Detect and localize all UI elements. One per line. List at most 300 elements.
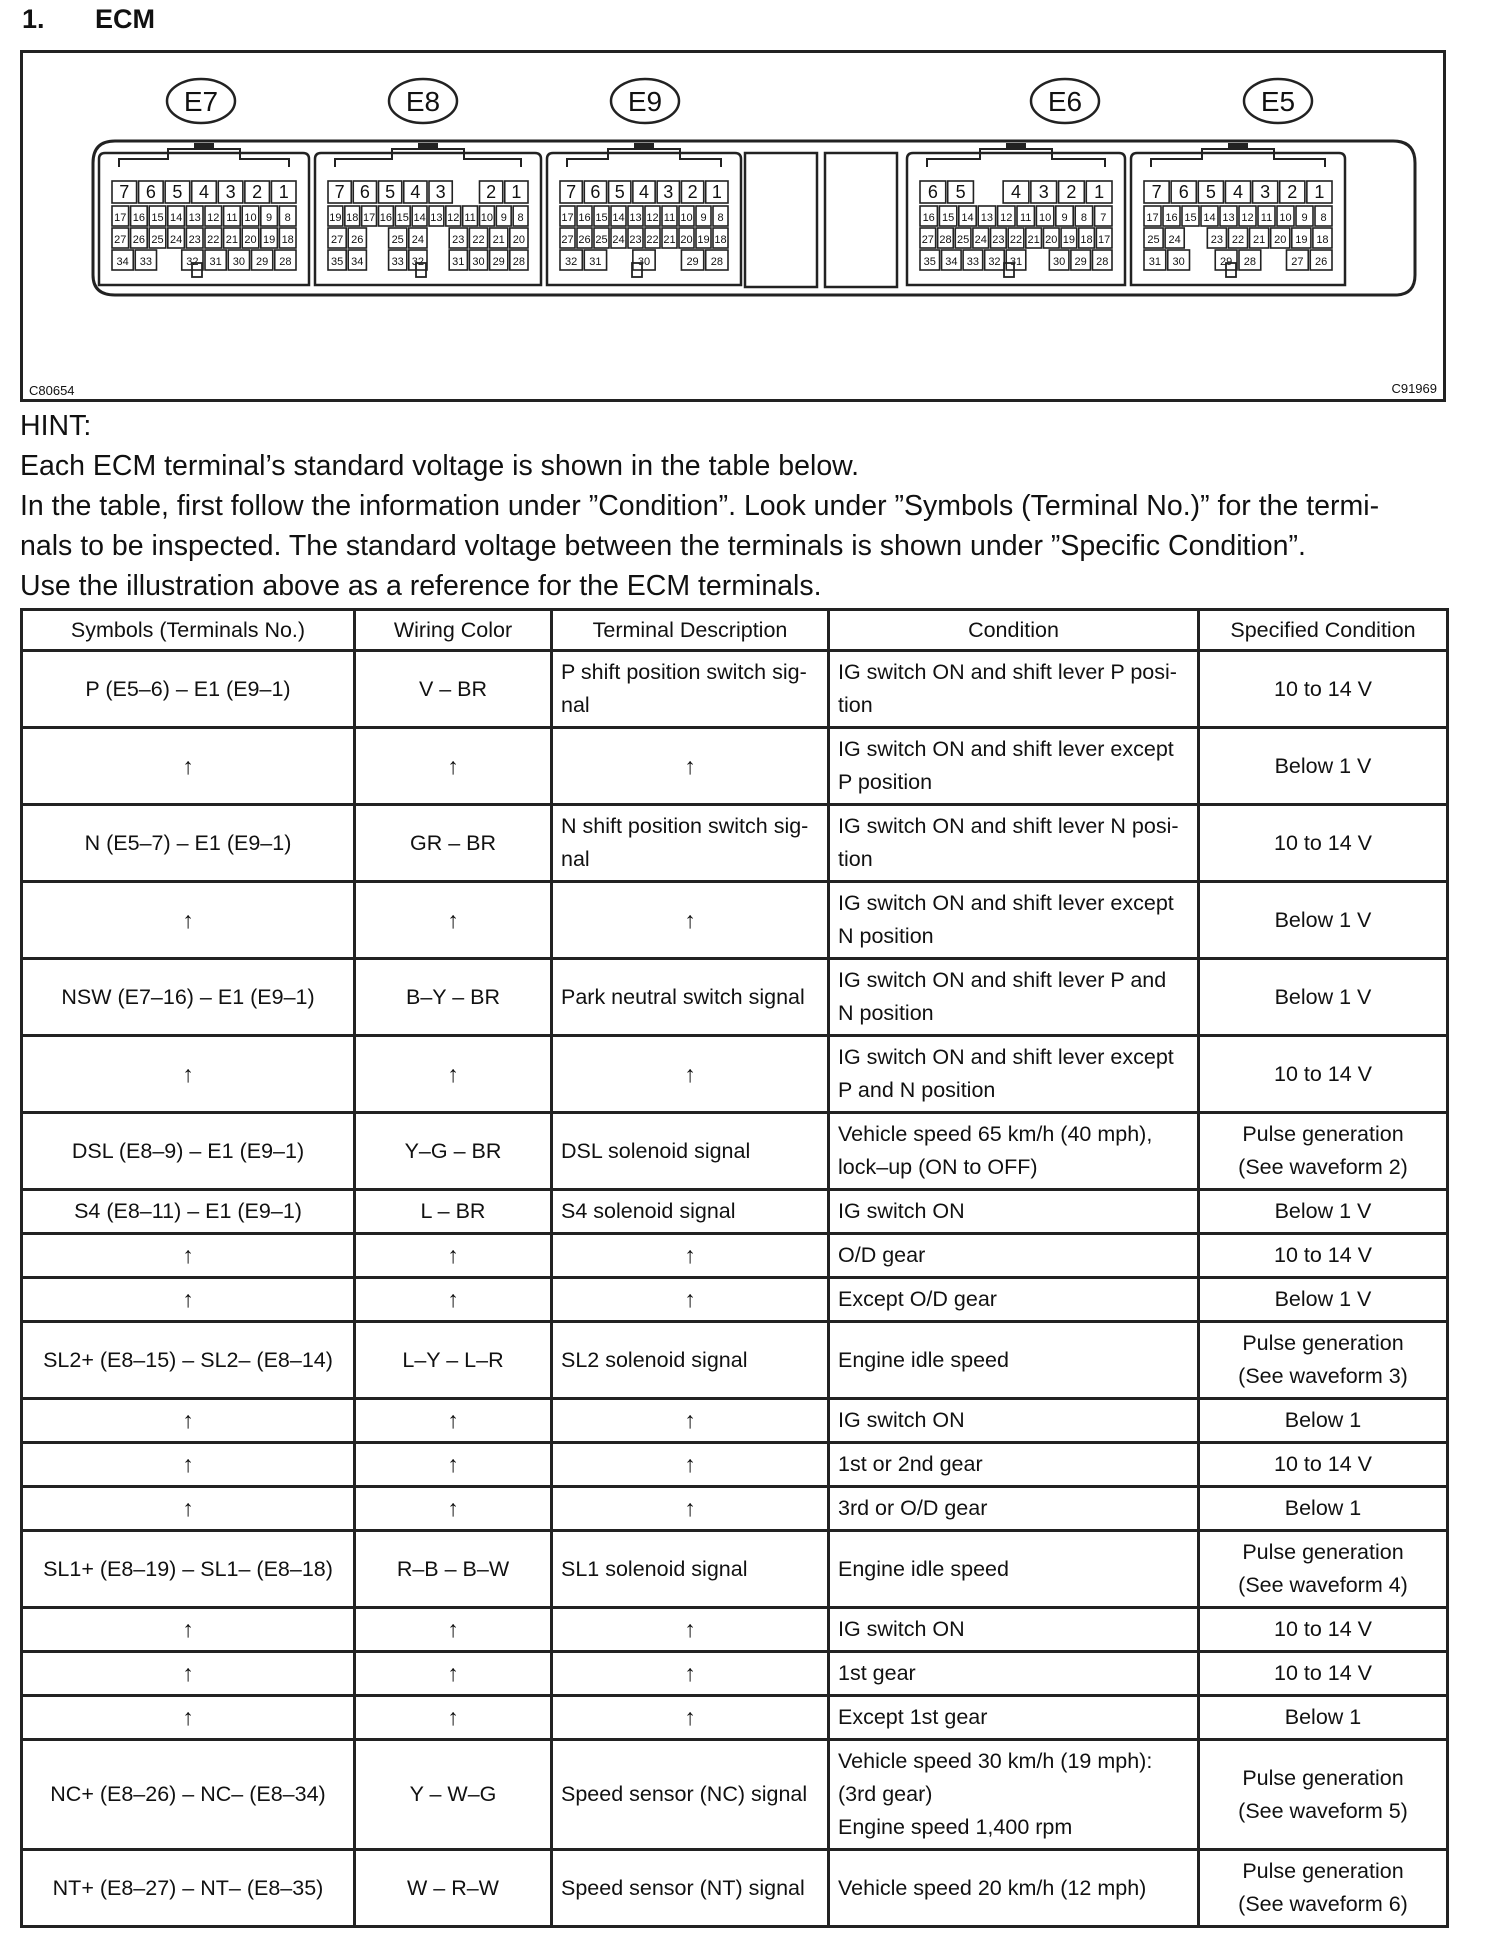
- cell-specified-condition: 10 to 14 V: [1199, 1234, 1448, 1278]
- cell-specified-condition: Below 1 V: [1199, 728, 1448, 805]
- terminal-number: 15: [396, 212, 409, 224]
- cell-condition: Engine idle speed: [829, 1322, 1199, 1399]
- cell-symbols: SL1+ (E8–19) – SL1– (E8–18): [22, 1531, 355, 1608]
- terminal-number: 10: [480, 212, 494, 224]
- terminal-number: 12: [447, 212, 460, 224]
- terminal-number: 2: [687, 182, 698, 202]
- terminal-number: 6: [1178, 182, 1189, 202]
- cell-terminal-description: DSL solenoid signal: [552, 1113, 829, 1190]
- table-row: [22, 1740, 1448, 1850]
- cell-terminal-description: ↑: [552, 1036, 829, 1113]
- cell-wiring-color: B–Y – BR: [355, 959, 552, 1036]
- cell-symbols: DSL (E8–9) – E1 (E9–1): [22, 1113, 355, 1190]
- terminal-number: 20: [680, 234, 693, 246]
- cell-condition: IG switch ON and shift lever N posi- tion: [829, 805, 1199, 882]
- cell-symbols: ↑: [22, 728, 355, 805]
- cell-condition: IG switch ON: [829, 1190, 1199, 1234]
- terminal-number: 12: [1000, 212, 1013, 224]
- terminal-number: 25: [956, 234, 970, 246]
- cell-wiring-color: W – R–W: [355, 1850, 552, 1927]
- cell-specified-condition: Pulse generation (See waveform 3): [1199, 1322, 1448, 1399]
- table-row: [22, 1850, 1448, 1927]
- cell-condition: Vehicle speed 65 km/h (40 mph), lock–up (ON to OFF): [829, 1113, 1199, 1190]
- cell-terminal-description: ↑: [552, 1399, 829, 1443]
- terminal-number: 17: [114, 212, 127, 224]
- cell-terminal-description: ↑: [552, 1696, 829, 1740]
- terminal-number: 3: [435, 182, 446, 202]
- cell-condition: 3rd or O/D gear: [829, 1487, 1199, 1531]
- cell-terminal-description: SL1 solenoid signal: [552, 1531, 829, 1608]
- terminal-number: 30: [472, 256, 485, 268]
- terminal-number: 28: [710, 256, 723, 268]
- terminal-number: 35: [923, 256, 936, 268]
- terminal-number: 5: [1205, 182, 1216, 202]
- cell-terminal-description: S4 solenoid signal: [552, 1190, 829, 1234]
- terminal-number: 11: [1019, 212, 1032, 224]
- terminal-number: 25: [151, 234, 164, 246]
- connector-latch: [1151, 149, 1325, 167]
- cell-terminal-description: ↑: [552, 1234, 829, 1278]
- cell-symbols: ↑: [22, 882, 355, 959]
- terminal-number: 7: [119, 182, 130, 202]
- header-condition: Condition: [829, 610, 1199, 651]
- cell-specified-condition: 10 to 14 V: [1199, 1608, 1448, 1652]
- cell-symbols: P (E5–6) – E1 (E9–1): [22, 651, 355, 728]
- terminal-number: 14: [1203, 212, 1216, 224]
- cell-symbols: ↑: [22, 1696, 355, 1740]
- cell-symbols: NC+ (E8–26) – NC– (E8–34): [22, 1740, 355, 1850]
- terminal-number: 33: [391, 256, 404, 268]
- hint-line: Use the illustration above as a reference for the ECM terminals.: [20, 570, 822, 602]
- terminal-number: 23: [992, 234, 1005, 246]
- table-row: [22, 1036, 1448, 1113]
- cell-terminal-description: ↑: [552, 728, 829, 805]
- cell-condition: 1st gear: [829, 1652, 1199, 1696]
- terminal-number: 1: [1094, 182, 1105, 202]
- terminal-number: 18: [714, 234, 727, 246]
- cell-specified-condition: 10 to 14 V: [1199, 1443, 1448, 1487]
- terminal-number: 27: [114, 234, 127, 246]
- table-row: [22, 1234, 1448, 1278]
- cell-wiring-color: L–Y – L–R: [355, 1322, 552, 1399]
- cell-wiring-color: ↑: [355, 1278, 552, 1322]
- terminal-number: 30: [637, 256, 651, 268]
- terminal-number: 32: [186, 256, 199, 268]
- terminal-number: 6: [359, 182, 370, 202]
- terminal-number: 14: [612, 212, 625, 224]
- cell-symbols: S4 (E8–11) – E1 (E9–1): [22, 1190, 355, 1234]
- terminal-number: 4: [1232, 182, 1244, 202]
- terminal-number: 6: [590, 182, 601, 202]
- terminal-number: 10: [244, 212, 257, 224]
- terminal-number: 12: [1241, 212, 1254, 224]
- cell-terminal-description: P shift position switch sig- nal: [552, 651, 829, 728]
- cell-symbols: ↑: [22, 1487, 355, 1531]
- table-row: [22, 882, 1448, 959]
- cell-wiring-color: ↑: [355, 1696, 552, 1740]
- cell-symbols: ↑: [22, 1234, 355, 1278]
- latch-tab: [418, 143, 438, 149]
- terminal-number: 15: [151, 212, 164, 224]
- terminal-number: 35: [330, 256, 344, 268]
- figure-code-right: C91969: [1391, 381, 1437, 396]
- cell-symbols: ↑: [22, 1278, 355, 1322]
- cell-terminal-description: ↑: [552, 882, 829, 959]
- terminal-number: 34: [351, 256, 364, 268]
- terminal-number: 5: [614, 182, 625, 202]
- terminal-number: 11: [663, 212, 676, 224]
- terminal-number: 20: [1274, 234, 1287, 246]
- terminal-number: 22: [1231, 234, 1245, 246]
- terminal-number: 17: [1146, 212, 1159, 224]
- ecm-connector-figure: [20, 50, 1446, 402]
- terminal-number: 18: [1080, 234, 1093, 246]
- terminal-number: 19: [329, 212, 342, 224]
- terminal-number: 24: [612, 234, 625, 246]
- hint-line: In the table, first follow the information under ”Condition”. Look under ”Symbols (Terminal No.)” for the termi-: [20, 490, 1380, 522]
- cell-symbols: SL2+ (E8–15) – SL2– (E8–14): [22, 1322, 355, 1399]
- connector-label: E6: [1047, 86, 1083, 117]
- cell-wiring-color: ↑: [355, 1652, 552, 1696]
- terminal-number: 33: [139, 256, 152, 268]
- terminal-number: 30: [1052, 256, 1066, 268]
- terminal-number: 18: [281, 234, 294, 246]
- terminal-number: 9: [700, 212, 707, 224]
- cell-terminal-description: Park neutral switch signal: [552, 959, 829, 1036]
- terminal-number: 8: [284, 212, 291, 224]
- cell-terminal-description: ↑: [552, 1652, 829, 1696]
- connector-label: E9: [627, 86, 663, 117]
- connector-latch: [335, 149, 521, 167]
- cell-specified-condition: Below 1 V: [1199, 1278, 1448, 1322]
- cell-wiring-color: GR – BR: [355, 805, 552, 882]
- terminal-number: 10: [1279, 212, 1292, 224]
- terminal-number: 9: [500, 212, 507, 224]
- connector-label: E8: [405, 86, 441, 117]
- terminal-number: 11: [464, 212, 476, 224]
- cell-specified-condition: Pulse generation (See waveform 6): [1199, 1850, 1448, 1927]
- table-row: [22, 959, 1448, 1036]
- cell-wiring-color: ↑: [355, 1487, 552, 1531]
- cell-condition: IG switch ON and shift lever P posi- tion: [829, 651, 1199, 728]
- terminal-number: 30: [1172, 256, 1185, 268]
- terminal-number: 5: [172, 182, 183, 202]
- cell-wiring-color: Y – W–G: [355, 1740, 552, 1850]
- terminal-number: 14: [169, 212, 183, 224]
- terminal-number: 22: [1009, 234, 1023, 246]
- terminal-number: 29: [1074, 256, 1087, 268]
- table-row: [22, 1443, 1448, 1487]
- terminal-number: 16: [578, 212, 591, 224]
- terminal-number: 13: [430, 212, 443, 224]
- latch-tab: [1006, 143, 1026, 149]
- cell-terminal-description: ↑: [552, 1608, 829, 1652]
- cell-wiring-color: L – BR: [355, 1190, 552, 1234]
- cell-condition: Vehicle speed 20 km/h (12 mph): [829, 1850, 1199, 1927]
- figure-code-left: C80654: [29, 383, 75, 398]
- header-specified-condition: Specified Condition: [1199, 610, 1448, 651]
- terminal-number: 31: [209, 256, 222, 268]
- terminal-number: 1: [278, 182, 289, 202]
- cell-symbols: ↑: [22, 1443, 355, 1487]
- terminal-number: 8: [517, 212, 524, 224]
- terminal-number: 28: [1243, 256, 1256, 268]
- terminal-number: 8: [1080, 212, 1087, 224]
- cell-specified-condition: Pulse generation (See waveform 2): [1199, 1113, 1448, 1190]
- terminal-number: 2: [1066, 182, 1077, 202]
- cell-condition: IG switch ON and shift lever except N position: [829, 882, 1199, 959]
- cell-wiring-color: ↑: [355, 1399, 552, 1443]
- terminal-number: 1: [1314, 182, 1325, 202]
- terminal-number: 31: [452, 256, 465, 268]
- terminal-number: 5: [955, 182, 966, 202]
- terminal-number: 30: [232, 256, 245, 268]
- terminal-number: 28: [1096, 256, 1109, 268]
- table-row: [22, 1399, 1448, 1443]
- connector-illustration: [23, 53, 1443, 399]
- terminal-number: 31: [1009, 256, 1023, 268]
- terminal-number: 7: [1100, 212, 1107, 224]
- terminal-number: 25: [595, 234, 608, 246]
- latch-tab: [634, 143, 654, 149]
- terminal-number: 5: [385, 182, 396, 202]
- cell-condition: 1st or 2nd gear: [829, 1443, 1199, 1487]
- terminal-number: 24: [1168, 234, 1181, 246]
- connector-latch: [927, 149, 1105, 167]
- cell-specified-condition: Below 1: [1199, 1696, 1448, 1740]
- hint-line: Each ECM terminal’s standard voltage is shown in the table below.: [20, 450, 860, 482]
- terminal-number: 32: [411, 256, 425, 268]
- cell-symbols: NT+ (E8–27) – NT– (E8–35): [22, 1850, 355, 1927]
- cell-specified-condition: 10 to 14 V: [1199, 1036, 1448, 1113]
- cell-wiring-color: ↑: [355, 1036, 552, 1113]
- table-row: [22, 1487, 1448, 1531]
- terminal-number: 17: [362, 212, 376, 224]
- section-heading: ECM: [95, 4, 155, 34]
- cell-specified-condition: Below 1 V: [1199, 882, 1448, 959]
- terminal-number: 3: [1260, 182, 1271, 202]
- cell-wiring-color: R–B – B–W: [355, 1531, 552, 1608]
- terminal-number: 32: [565, 256, 578, 268]
- cell-specified-condition: Below 1: [1199, 1487, 1448, 1531]
- table-row: [22, 1190, 1448, 1234]
- terminal-number: 1: [511, 182, 522, 202]
- terminal-number: 25: [391, 234, 404, 246]
- terminal-number: 29: [686, 256, 699, 268]
- connector-label: E5: [1260, 86, 1296, 117]
- terminal-number: 3: [663, 182, 674, 202]
- terminal-number: 29: [492, 256, 505, 268]
- terminal-number: 28: [939, 234, 952, 246]
- terminal-number: 17: [1098, 234, 1111, 246]
- table-row: [22, 1652, 1448, 1696]
- terminal-number: 29: [256, 256, 269, 268]
- terminal-number: 23: [1210, 234, 1224, 246]
- terminal-number: 26: [1315, 256, 1328, 268]
- cell-specified-condition: 10 to 14 V: [1199, 805, 1448, 882]
- terminal-number: 15: [941, 212, 955, 224]
- cell-wiring-color: ↑: [355, 1608, 552, 1652]
- terminal-number: 7: [566, 182, 577, 202]
- terminal-number: 8: [717, 212, 724, 224]
- cell-condition: IG switch ON and shift lever except P and N position: [829, 1036, 1199, 1113]
- cell-specified-condition: Pulse generation (See waveform 4): [1199, 1531, 1448, 1608]
- table-row: [22, 1696, 1448, 1740]
- terminal-number: 19: [262, 234, 276, 246]
- terminal-number: 13: [188, 212, 201, 224]
- table-row: [22, 1608, 1448, 1652]
- terminal-number: 9: [266, 212, 273, 224]
- terminal-number: 2: [1287, 182, 1298, 202]
- cell-wiring-color: ↑: [355, 728, 552, 805]
- cell-specified-condition: 10 to 14 V: [1199, 1652, 1448, 1696]
- terminal-number: 20: [244, 234, 257, 246]
- cell-condition: IG switch ON: [829, 1608, 1199, 1652]
- table-row: [22, 1531, 1448, 1608]
- terminal-number: 2: [252, 182, 263, 202]
- header-wiring-color: Wiring Color: [355, 610, 552, 651]
- terminal-number: 27: [1291, 256, 1304, 268]
- terminal-number: 13: [980, 212, 994, 224]
- terminal-number: 15: [595, 212, 608, 224]
- terminal-number: 28: [279, 256, 292, 268]
- cell-condition: IG switch ON and shift lever P and N position: [829, 959, 1199, 1036]
- terminal-number: 2: [486, 182, 497, 202]
- connector-latch: [119, 149, 289, 167]
- cell-terminal-description: ↑: [552, 1487, 829, 1531]
- terminal-number: 14: [413, 212, 426, 224]
- cell-terminal-description: SL2 solenoid signal: [552, 1322, 829, 1399]
- terminal-number: 8: [1320, 212, 1327, 224]
- table-row: [22, 1322, 1448, 1399]
- table-row: [22, 728, 1448, 805]
- section-number: 1.: [22, 4, 45, 34]
- cell-terminal-description: ↑: [552, 1278, 829, 1322]
- terminal-number: 4: [410, 182, 421, 202]
- table-row: [22, 805, 1448, 882]
- section-title: [22, 4, 155, 35]
- terminal-number: 11: [1260, 212, 1273, 224]
- cell-symbols: N (E5–7) – E1 (E9–1): [22, 805, 355, 882]
- cell-specified-condition: Below 1: [1199, 1399, 1448, 1443]
- terminal-number: 12: [207, 212, 220, 224]
- terminal-number: 9: [1061, 212, 1068, 224]
- terminal-number: 10: [680, 212, 693, 224]
- terminal-number: 22: [207, 234, 220, 246]
- cell-condition: Except O/D gear: [829, 1278, 1199, 1322]
- blank-block: [825, 153, 897, 287]
- terminal-number: 31: [1148, 256, 1161, 268]
- terminal-number: 18: [1316, 234, 1329, 246]
- cell-symbols: NSW (E7–16) – E1 (E9–1): [22, 959, 355, 1036]
- blank-block: [745, 153, 817, 287]
- terminal-number: 20: [512, 234, 526, 246]
- cell-condition: IG switch ON and shift lever except P position: [829, 728, 1199, 805]
- terminal-number: 17: [561, 212, 574, 224]
- cell-wiring-color: ↑: [355, 1234, 552, 1278]
- terminal-number: 14: [961, 212, 974, 224]
- cell-condition: Except 1st gear: [829, 1696, 1199, 1740]
- terminal-number: 24: [411, 234, 425, 246]
- terminal-number: 27: [330, 234, 344, 246]
- terminal-number: 21: [663, 234, 676, 246]
- terminal-number: 33: [966, 256, 980, 268]
- terminal-number: 12: [646, 212, 659, 224]
- cell-condition: Vehicle speed 30 km/h (19 mph): (3rd gear) Engine speed 1,400 rpm: [829, 1740, 1199, 1850]
- terminal-number: 29: [1220, 256, 1233, 268]
- cell-terminal-description: Speed sensor (NT) signal: [552, 1850, 829, 1927]
- terminal-number: 21: [1252, 234, 1266, 246]
- terminal-number: 3: [225, 182, 236, 202]
- terminal-number: 27: [561, 234, 574, 246]
- terminal-number: 23: [452, 234, 465, 246]
- header-terminal-description: Terminal Description: [552, 610, 829, 651]
- cell-wiring-color: ↑: [355, 1443, 552, 1487]
- terminal-number: 4: [198, 182, 210, 202]
- terminal-number: 21: [492, 234, 505, 246]
- terminal-number: 22: [646, 234, 659, 246]
- hint-block: [20, 406, 1460, 606]
- terminal-number: 32: [988, 256, 1001, 268]
- table-row: [22, 1113, 1448, 1190]
- terminal-number: 23: [629, 234, 642, 246]
- terminal-number: 16: [379, 212, 393, 224]
- cell-specified-condition: Pulse generation (See waveform 5): [1199, 1740, 1448, 1850]
- terminal-number: 13: [629, 212, 642, 224]
- terminal-number: 27: [921, 234, 934, 246]
- terminal-number: 19: [1062, 234, 1076, 246]
- terminal-number: 4: [638, 182, 650, 202]
- terminal-number: 6: [927, 182, 938, 202]
- latch-tab: [194, 143, 214, 149]
- terminal-number: 16: [132, 212, 146, 224]
- terminal-number: 31: [589, 256, 602, 268]
- cell-terminal-description: Speed sensor (NC) signal: [552, 1740, 829, 1850]
- terminal-number: 34: [945, 256, 958, 268]
- terminal-number: 20: [1045, 234, 1058, 246]
- cell-specified-condition: 10 to 14 V: [1199, 651, 1448, 728]
- terminal-number: 10: [1038, 212, 1052, 224]
- terminal-number: 4: [1010, 182, 1022, 202]
- terminal-number: 3: [1038, 182, 1049, 202]
- latch-tab: [1228, 143, 1248, 149]
- terminal-number: 6: [145, 182, 156, 202]
- terminal-number: 21: [1027, 234, 1040, 246]
- terminal-number: 24: [974, 234, 987, 246]
- cell-symbols: ↑: [22, 1652, 355, 1696]
- terminal-number: 13: [1222, 212, 1235, 224]
- connector-latch: [567, 149, 721, 167]
- cell-specified-condition: Below 1 V: [1199, 959, 1448, 1036]
- terminal-number: 24: [169, 234, 183, 246]
- terminal-voltage-table: [20, 608, 1449, 1928]
- terminal-number: 34: [116, 256, 129, 268]
- terminal-number: 28: [512, 256, 526, 268]
- terminal-number: 23: [188, 234, 201, 246]
- terminal-number: 16: [1165, 212, 1178, 224]
- terminal-number: 26: [132, 234, 146, 246]
- cell-symbols: ↑: [22, 1036, 355, 1113]
- hint-heading: HINT:: [20, 410, 92, 442]
- table-row: [22, 1278, 1448, 1322]
- terminal-number: 26: [578, 234, 591, 246]
- cell-symbols: ↑: [22, 1399, 355, 1443]
- terminal-number: 25: [1147, 234, 1160, 246]
- terminal-number: 15: [1184, 212, 1197, 224]
- terminal-number: 11: [226, 212, 238, 224]
- terminal-number: 19: [1295, 234, 1308, 246]
- cell-wiring-color: ↑: [355, 882, 552, 959]
